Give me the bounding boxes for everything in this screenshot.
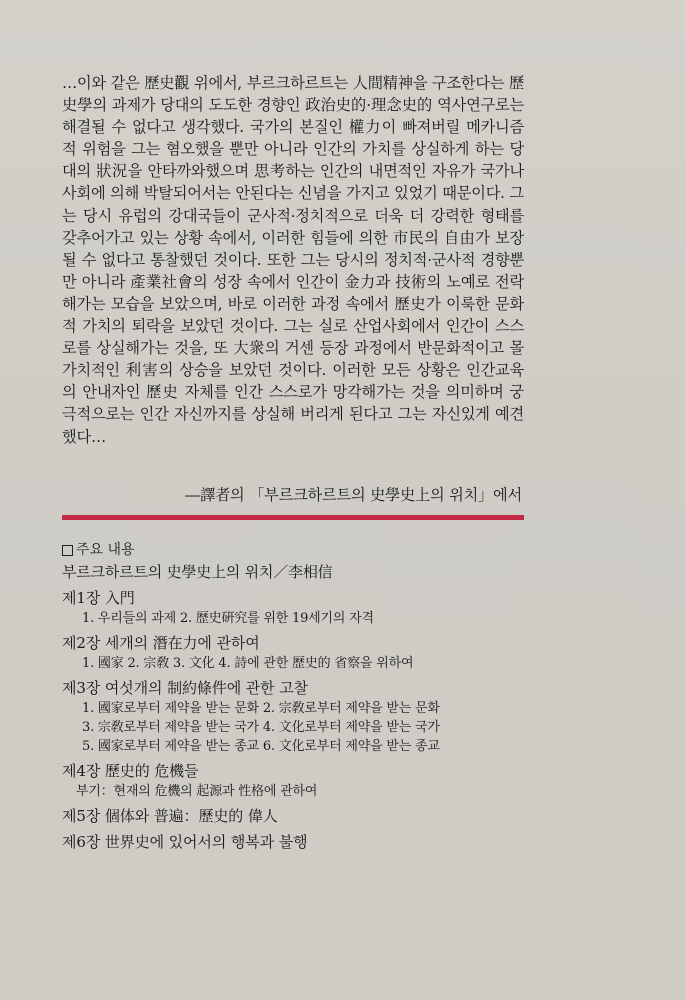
chapter-2-items: 1. 國家 2. 宗敎 3. 文化 4. 詩에 관한 歷史的 省察을 위하여 — [82, 656, 414, 671]
contents-heading — [62, 540, 532, 560]
chapter-4-title: 제4장 歷史的 危機들 — [62, 762, 199, 780]
checkbox-icon — [62, 545, 73, 556]
chapter-6-title: 제6장 世界史에 있어서의 행복과 불행 — [62, 833, 308, 851]
quote-block — [62, 72, 524, 448]
chapter-3-items-line-1: 1. 國家로부터 제약을 받는 문화 2. 宗敎로부터 제약을 받는 문화 — [82, 701, 440, 716]
essay-title: 부르크하르트의 史學史上의 위치／李相信 — [62, 563, 333, 581]
chapter-5-title: 제5장 個体와 普遍：歷史的 偉人 — [62, 807, 278, 825]
chapter-2-title: 제2장 세개의 潛在力에 관하여 — [62, 634, 260, 652]
contents-section — [62, 540, 532, 853]
chapter-1-items: 1. 우리들의 과제 2. 歷史硏究를 위한 19세기의 자격 — [82, 611, 374, 626]
contents-heading-label: 주요 내용 — [76, 542, 135, 558]
quote-text: …이와 같은 歷史觀 위에서, 부르크하르트는 人間精神을 구조한다는 歷史學의 과제가 당대의 도도한 경향인 政治史的·理念史的 역사연구로는 해결될 수 없다고 생각했다. 국가의 본질인 權力이 빠져버릴 메카니즘적 위험을 그는 혐오했을 뿐만 아니라 인간의 가치를 상실하게 하는 당대의 狀況을 안타까와했으며 思考하는 인간의 내면적인 자유가 국가나 사회에 의해 박탈되어서는 안된다는 신념을 가지고 있었기 때문이다. 그는 당시 유럽의 강대국들이 군사적·정치적으로 더욱 더 강력한 형태를 갖추어가고 있는 상황 속에서, 이러한 힘들에 의한 市民의 自由가 보장될 수 없다고 통찰했던 것이다. 또한 그는 당시의 정치적·군사적 경향뿐만 아니라 產業社會의 성장 속에서 인간이 金力과 技術의 노예로 전락해가는 모습을 보았으며, 바로 이러한 과정 속에서 歷史가 이룩한 문화적 가치의 퇴락을 보았던 것이다. 그는 실로 산업사회에서 인간이 스스로를 상실해가는 것을, 또 大衆의 거센 등장 과정에서 반문화적이고 몰가치적인 利害의 상승을 보았던 것이다. 이러한 모든 상황은 인간교육의 안내자인 歷史 자체를 인간 스스로가 망각해가는 것을 의미하며 궁극적으로는 인간 자신까지를 상실해 버리게 된다고 그는 자신있게 예견했다… — [62, 74, 524, 446]
chapter-3-items-line-2: 3. 宗敎로부터 제약을 받는 국가 4. 文化로부터 제약을 받는 국가 — [82, 720, 440, 735]
chapter-1-title: 제1장 入門 — [62, 589, 135, 607]
chapter-4-appendix: 부기：현재의 危機의 起源과 性格에 관하여 — [76, 784, 318, 799]
chapter-3-title: 제3장 여섯개의 制約條件에 관한 고찰 — [62, 679, 309, 697]
quote-source: ―譯者의 「부르크하르트의 史學史上의 위치」에서 — [185, 486, 522, 504]
red-divider — [62, 515, 524, 520]
chapter-3-items-line-3: 5. 國家로부터 제약을 받는 종교 6. 文化로부터 제약을 받는 종교 — [82, 739, 440, 754]
